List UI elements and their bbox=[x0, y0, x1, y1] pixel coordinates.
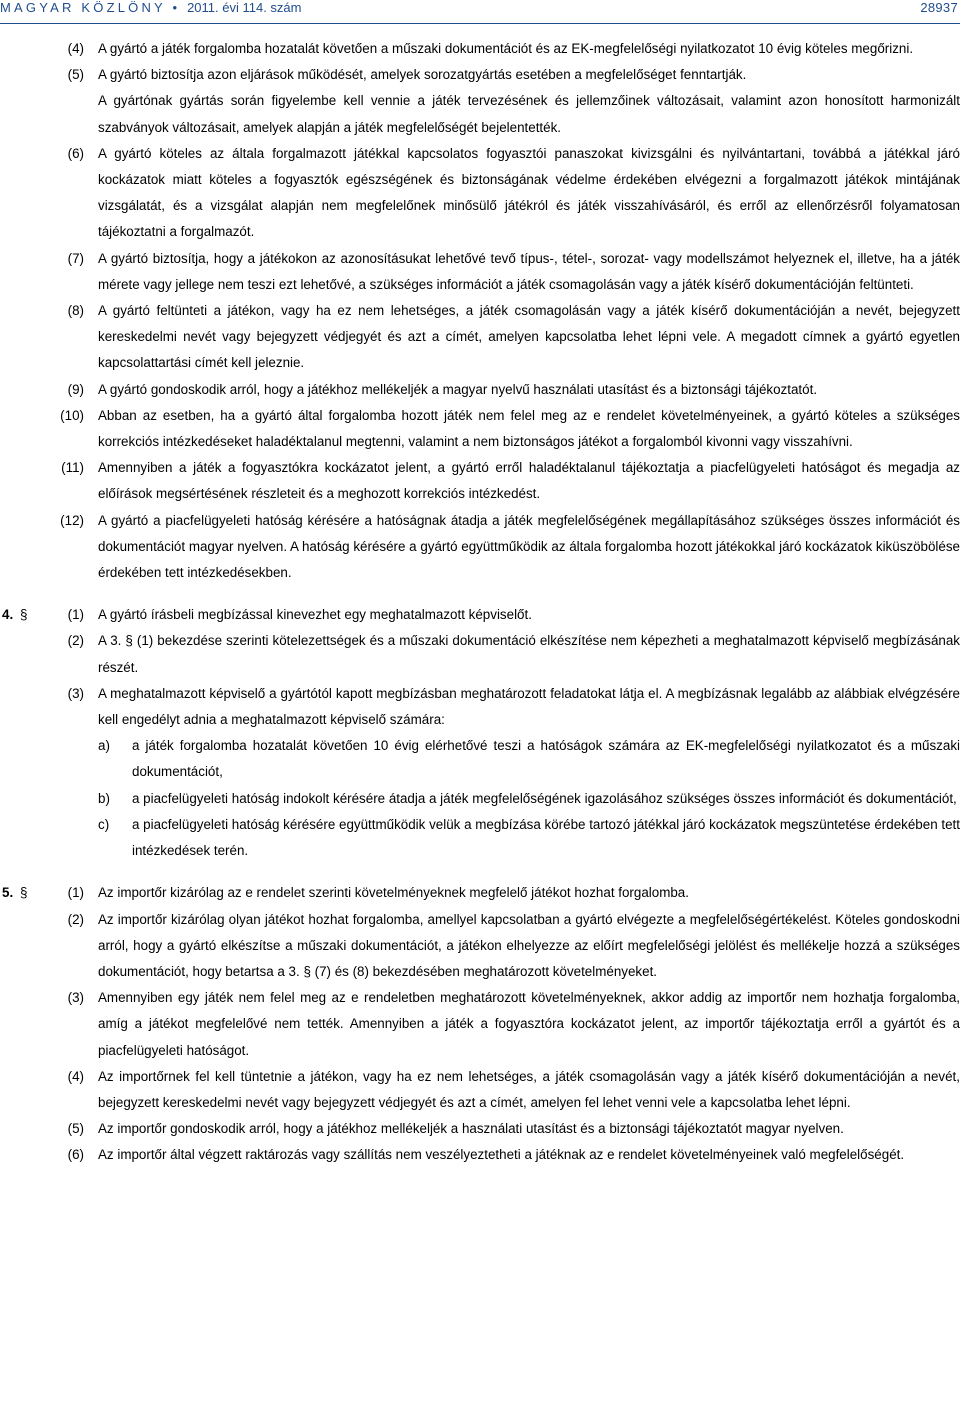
paragraph-text: Abban az esetben, ha a gyártó által forgalomba hozott játék nem felel meg az e rendelet követelményeinek, a gyártó köteles a szükséges korrekciós intézkedéseket haladéktalanul megtenni, valamint a nem biztonságos játékot a forgalomból kivonni vagy visszahívni. bbox=[98, 407, 960, 450]
paragraph-text: Az importőr által végzett raktározás vagy szállítás nem veszélyeztetheti a játéknak az e rendelet követelményeinek való megfelelőségét. bbox=[98, 1147, 905, 1163]
issue-number: 2011. évi 114. szám bbox=[187, 0, 302, 15]
paragraph-3-8 bbox=[0, 298, 960, 377]
paragraph-number: (7) bbox=[67, 250, 84, 266]
paragraph-3-12 bbox=[0, 508, 960, 587]
paragraph-number: (1) bbox=[67, 607, 84, 623]
section-sign: § bbox=[20, 885, 28, 901]
paragraph-number: (2) bbox=[67, 633, 84, 649]
paragraph-5-3 bbox=[0, 985, 960, 1064]
paragraph-3-5 bbox=[0, 62, 960, 88]
paragraph-text: A gyártónak gyártás során figyelembe kell vennie a játék tervezésének és jellemzőinek változásait, valamint azon honosított harmonizált szabványok változásait, amelyek alapján a játék megfelelőségét bejelentették. bbox=[98, 93, 960, 135]
paragraph-number: (3) bbox=[67, 685, 84, 701]
section-3-continued bbox=[0, 36, 960, 586]
journal-title: MAGYAR KÖZLÖNY bbox=[0, 0, 166, 15]
paragraph-text: A gyártó gondoskodik arról, hogy a játékhoz mellékeljék a magyar nyelvű használati utasítást és a biztonsági tájékoztatót. bbox=[98, 381, 818, 397]
paragraph-text: Az importőrnek fel kell tüntetnie a játékon, vagy ha ez nem lehetséges, a játék csomagolásán vagy a játék kísérő dokumentációján a nevét, bejegyzett kereskedelmi nevét vagy bejegyzett védjegyét és azt a címét, amelyen fel lehet venni vele a kapcsolatba lehet lépni. bbox=[98, 1068, 960, 1110]
paragraph-3-6 bbox=[0, 141, 960, 246]
paragraph-5-1 bbox=[0, 880, 960, 906]
paragraph-number: (9) bbox=[67, 381, 84, 397]
journal-masthead bbox=[0, 0, 302, 15]
page-number: 28937 bbox=[920, 0, 958, 15]
list-item-text: a piacfelügyeleti hatóság indokolt kérésére átadja a játék megfelelőségének igazolásához szükséges összes információt és dokumentációt, bbox=[132, 790, 957, 806]
header-divider bbox=[0, 23, 960, 24]
paragraph-number: (4) bbox=[67, 41, 84, 56]
paragraph-4-2 bbox=[0, 628, 960, 680]
paragraph-number: (8) bbox=[67, 303, 84, 319]
section-5 bbox=[0, 880, 960, 1168]
list-item-text: a játék forgalomba hozatalát követően 10 évig elérhetővé teszi a hatóságok számára az EK-megfelelőségi nyilatkozatot és a műszaki dokumentációt, bbox=[132, 738, 960, 780]
paragraph-number: (5) bbox=[67, 1121, 84, 1137]
list-item-label: c) bbox=[98, 816, 110, 832]
section-sign: § bbox=[20, 607, 28, 623]
paragraph-text: Amennyiben a játék a fogyasztókra kockázatot jelent, a gyártó erről haladéktalanul tájékoztatja a piacfelügyeleti hatóságot és megadja az előírások megsértésének részleteit és a meghozott korrekciós intézkedést. bbox=[98, 460, 960, 502]
paragraph-3-9 bbox=[0, 377, 960, 403]
paragraph-3-4 bbox=[0, 36, 960, 62]
paragraph-4-3 bbox=[0, 681, 960, 733]
paragraph-number: (6) bbox=[67, 1147, 84, 1163]
paragraph-5-4 bbox=[0, 1064, 960, 1116]
list-item-a bbox=[0, 733, 960, 785]
paragraph-5-5 bbox=[0, 1116, 960, 1142]
paragraph-4-1 bbox=[0, 602, 960, 628]
section-number: 4. bbox=[2, 607, 14, 623]
list-item-b bbox=[0, 786, 960, 812]
paragraph-text: A gyártó biztosítja, hogy a játékokon az azonosításukat lehetővé tevő típus-, tétel-, sorozat- vagy modellszámot helyeznek el, illetve, ha a játék mérete vagy jellege nem teszi ezt lehetővé, a szükséges információt a játék csomagolásán vagy a játék kísérő dokumentációján feltünteti. bbox=[98, 250, 960, 292]
paragraph-text: Az importőr kizárólag olyan játékot hozhat forgalomba, amellyel kapcsolatban a gyártó elvégezte a megfelelőségértékelést. Köteles gondoskodni arról, hogy a gyártó elkészítse a műszaki dokumentációt, a játékon elhelyezze az előírt megfelelőségi jelölést és mellékelje hozzá a szükséges dokumentációt, hogy betartsa a 3. § (7) és (8) bekezdésében meghatározott követelményeket. bbox=[98, 911, 960, 979]
section-number: 5. bbox=[2, 885, 14, 901]
paragraph-text: A gyártó a piacfelügyeleti hatóság kérésére a hatóságnak átadja a játék megfelelőségének megállapításához szükséges összes információt és dokumentációt magyar nyelven. A hatóság kérésére a gyártó együttműködik az általa forgalomba hozott játékokkal járó kockázatok kiküszöbölése érdekében tett intézkedésekben. bbox=[98, 512, 960, 581]
list-item-text: a piacfelügyeleti hatóság kérésére együttműködik velük a megbízása körébe tartozó játékkal járó kockázatok megszüntetése érdekében tett intézkedések terén. bbox=[132, 816, 960, 859]
list-item-label: a) bbox=[98, 738, 110, 754]
paragraph-text: Amennyiben egy játék nem felel meg az e rendeletben meghatározott követelményeknek, akkor addig az importőr nem hozhatja forgalomba, amíg a játékot megfelelővé nem tették. Amennyiben a játék a fogyasztóra kockázatot jelent, az importőr tájékoztatja erről a gyártót és a piacfelügyeleti hatóságot. bbox=[98, 990, 960, 1058]
paragraph-number: (10) bbox=[60, 407, 84, 423]
paragraph-text: A gyártó a játék forgalomba hozatalát követően a műszaki dokumentációt és az EK-megfelelőségi nyilatkozatot 10 évig köteles megőrizni. bbox=[98, 41, 914, 56]
paragraph-3-7 bbox=[0, 246, 960, 298]
paragraph-number: (11) bbox=[61, 460, 84, 476]
paragraph-text: Az importőr kizárólag az e rendelet szerinti követelményeknek megfelelő játékot hozhat forgalomba. bbox=[98, 885, 689, 901]
paragraph-number: (12) bbox=[60, 512, 84, 528]
paragraph-text: A gyártó köteles az általa forgalmazott játékkal kapcsolatos fogyasztói panaszokat kivizsgálni és nyilvántartani, továbbá a játékkal járó kockázatok miatt köteles a fogyasztók egészségének és biztonságának védelme érdekében elvégezni a forgalmazott játékok mintájának vizsgálatát, és a vizsgálat alapján nem megfelelőnek minősülő játékról és játék visszahívásáról, és erről az ellenőrzésről folyamatosan tájékoztatni a forgalmazót. bbox=[98, 145, 960, 240]
paragraph-text: A gyártó írásbeli megbízással kinevezhet egy meghatalmazott képviselőt. bbox=[98, 607, 532, 623]
paragraph-text: A gyártó feltünteti a játékon, vagy ha ez nem lehetséges, a játék csomagolásán vagy a játék kísérő dokumentációján a nevét, bejegyzett kereskedelmi nevét vagy bejegyzett védjegyét és azt a címét, amelyen kapcsolatba lehet lépni vele. A megadott címnek a gyártó egyetlen kapcsolattartási címét kell jeleznie. bbox=[98, 303, 960, 371]
paragraph-number: (3) bbox=[67, 990, 84, 1006]
paragraph-3-5-continuation bbox=[0, 88, 960, 140]
header-bullet: • bbox=[172, 0, 181, 15]
paragraph-text: Az importőr gondoskodik arról, hogy a játékhoz mellékeljék a használati utasítást és a biztonsági tájékoztatót magyar nyelven. bbox=[98, 1121, 844, 1137]
paragraph-number: (4) bbox=[67, 1068, 84, 1084]
paragraph-number: (5) bbox=[67, 67, 84, 83]
paragraph-5-2 bbox=[0, 907, 960, 986]
list-item-label: b) bbox=[98, 790, 110, 806]
list-item-c bbox=[0, 812, 960, 864]
paragraph-number: (1) bbox=[67, 885, 84, 901]
paragraph-5-6 bbox=[0, 1142, 960, 1168]
paragraph-number: (6) bbox=[67, 145, 84, 161]
paragraph-3-11 bbox=[0, 455, 960, 507]
page-header bbox=[0, 0, 960, 26]
document-body bbox=[0, 36, 960, 1169]
paragraph-text: A meghatalmazott képviselő a gyártótól kapott megbízásban meghatározott feladatokat látja el. A megbízásnak legalább az alábbiak elvégzésére kell engedélyt adnia a meghatalmazott képviselő számára: bbox=[98, 685, 960, 728]
section-4 bbox=[0, 602, 960, 864]
paragraph-text: A gyártó biztosítja azon eljárások működését, amelyek sorozatgyártás esetében a megfelelőséget fenntartják. bbox=[98, 67, 747, 83]
paragraph-number: (2) bbox=[67, 911, 84, 927]
paragraph-3-10 bbox=[0, 403, 960, 455]
paragraph-text: A 3. § (1) bekezdése szerinti kötelezettségek és a műszaki dokumentáció elkészítése nem képezheti a meghatalmazott képviselő megbízásának részét. bbox=[98, 633, 960, 675]
